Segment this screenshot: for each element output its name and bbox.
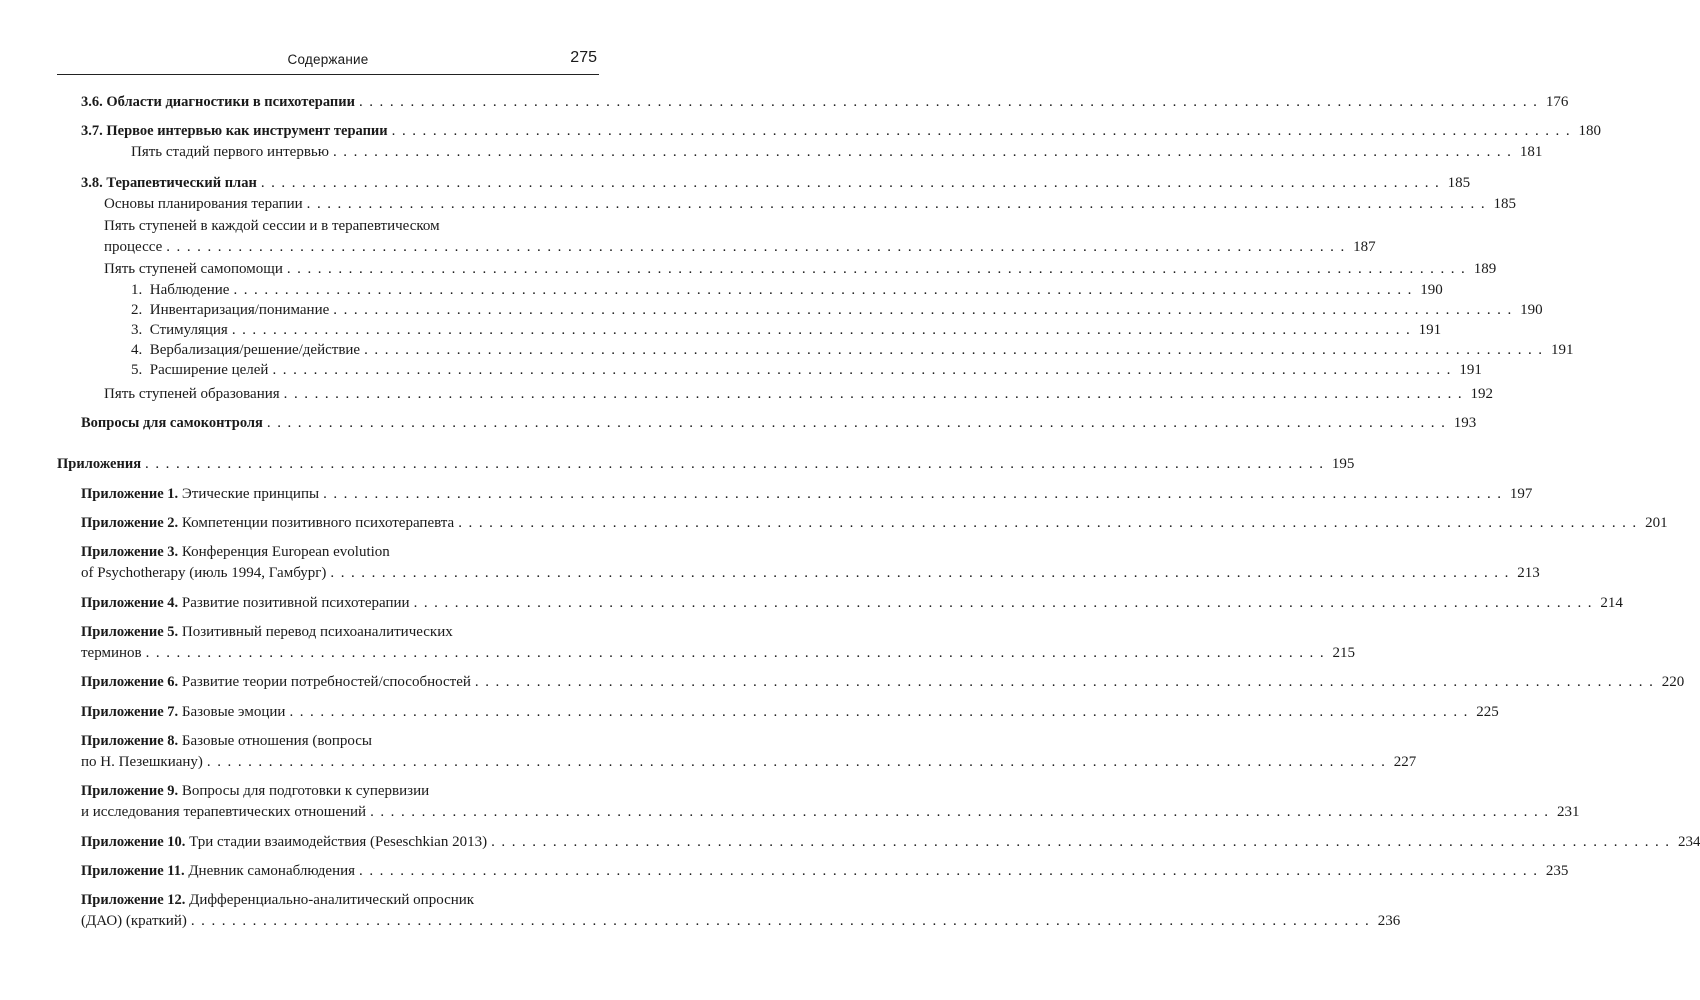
toc-entry-label xyxy=(131,320,228,340)
toc-entry-label xyxy=(81,513,454,533)
step-number: 3. xyxy=(131,322,143,338)
appendix-title-line1: Конференция European evolution xyxy=(181,544,390,560)
appendix-prefix: Приложение 7. xyxy=(81,704,179,720)
toc-entry-label xyxy=(81,702,285,722)
leader-dots xyxy=(166,237,1345,257)
running-header xyxy=(57,46,599,75)
toc-entry-step-5[interactable] xyxy=(131,360,1482,380)
toc-entry-label xyxy=(81,484,319,504)
toc-entry-label xyxy=(131,360,268,380)
toc-entry-page: 231 xyxy=(1556,804,1580,820)
toc-entry-label: 3.7. Первое интервью как инструмент терапии xyxy=(81,123,388,139)
toc-entry-label xyxy=(131,340,360,360)
step-number: 2. xyxy=(131,302,143,318)
appendix-title: Развитие теории потребностей/способностей xyxy=(181,674,471,690)
appendix-prefix: Приложение 2. xyxy=(81,515,179,531)
toc-entry-page: 191 xyxy=(1459,362,1482,378)
toc-entry-page: 185 xyxy=(1447,175,1471,191)
leader-dots xyxy=(333,142,1512,162)
appendix-title-line1: Дифференциально-аналитический опросник xyxy=(189,892,475,908)
step-number: 4. xyxy=(131,342,143,358)
toc-entry-page: 227 xyxy=(1393,754,1417,770)
leader-dots xyxy=(232,320,1411,340)
leader-dots xyxy=(284,384,1463,404)
toc-appendix-6[interactable] xyxy=(81,672,1685,692)
toc-entry-page: 185 xyxy=(1493,196,1517,212)
toc-entry-therapy-planning[interactable] xyxy=(104,194,1517,214)
toc-entry-label xyxy=(81,672,471,692)
toc-entry-self-check-questions[interactable] xyxy=(81,413,1477,433)
leader-dots xyxy=(191,911,1370,931)
toc-entry-label xyxy=(131,300,329,320)
appendix-title: Компетенции позитивного психотерапевта xyxy=(181,515,455,531)
appendix-title-line2: of Psychotherapy (июль 1994, Гамбург) xyxy=(81,565,327,581)
toc-entry-five-steps-session-line1: Пять ступеней в каждой сессии и в терапевтическом xyxy=(104,218,440,234)
appendix-prefix: Приложение 12. xyxy=(81,892,186,908)
leader-dots xyxy=(323,484,1502,504)
toc-entry-page: 213 xyxy=(1517,565,1540,581)
toc-entry-page: 195 xyxy=(1331,456,1355,472)
toc-entry-page: 214 xyxy=(1600,595,1623,611)
leader-dots xyxy=(414,593,1593,613)
toc-entry-page: 234 xyxy=(1677,834,1700,850)
appendix-prefix: Приложение 3. xyxy=(81,544,179,560)
toc-entry-appendices[interactable] xyxy=(57,454,1355,474)
leader-dots xyxy=(272,360,1451,380)
step-label: Расширение целей xyxy=(149,362,269,378)
toc-entry-page: 190 xyxy=(1520,302,1543,318)
toc-appendix-3[interactable] xyxy=(81,563,1540,583)
toc-appendix-3-line1 xyxy=(81,542,390,562)
leader-dots xyxy=(330,563,1509,583)
leader-dots xyxy=(289,702,1468,722)
appendix-title-line2: и исследования терапевтических отношений xyxy=(81,804,367,820)
appendix-prefix: Приложение 9. xyxy=(81,783,179,799)
appendix-title-line1: Позитивный перевод психоаналитических xyxy=(181,624,453,640)
toc-entry-label: Пять стадий первого интервью xyxy=(131,144,329,160)
toc-entry-step-3[interactable] xyxy=(131,320,1442,340)
header-page-number: 275 xyxy=(570,49,597,66)
toc-entry-page: 180 xyxy=(1578,123,1601,139)
toc-appendix-12-line1 xyxy=(81,890,474,910)
toc-entry-label: процессе xyxy=(104,239,163,255)
toc-appendix-7[interactable] xyxy=(81,702,1499,722)
appendix-title-line2: (ДАО) (краткий) xyxy=(81,913,187,929)
toc-entry-label: 3.6. Области диагностики в психотерапии xyxy=(81,94,355,110)
appendix-title-line1: Базовые отношения (вопросы xyxy=(181,733,372,749)
leader-dots xyxy=(307,194,1486,214)
appendix-title-line2: терминов xyxy=(81,645,142,661)
toc-entry-page: 220 xyxy=(1661,674,1685,690)
toc-appendix-5-line1 xyxy=(81,622,453,642)
leader-dots xyxy=(364,340,1543,360)
leader-dots xyxy=(392,121,1571,141)
toc-appendix-11[interactable] xyxy=(81,861,1569,881)
toc-appendix-2[interactable] xyxy=(81,513,1668,533)
appendix-title-line1: Вопросы для подготовки к супервизии xyxy=(181,783,430,799)
leader-dots xyxy=(359,861,1538,881)
toc-entry-page: 225 xyxy=(1476,704,1499,720)
toc-entry-five-steps-session[interactable] xyxy=(104,237,1376,257)
toc-entry-label: Приложения xyxy=(57,456,142,472)
toc-entry-page: 190 xyxy=(1420,282,1443,298)
leader-dots xyxy=(491,832,1670,852)
step-label: Наблюдение xyxy=(149,282,230,298)
appendix-prefix: Приложение 11. xyxy=(81,863,185,879)
toc-entry-label: Пять ступеней самопомощи xyxy=(104,261,283,277)
toc-entry-page: 201 xyxy=(1645,515,1668,531)
toc-entry-3-6[interactable] xyxy=(81,92,1569,112)
appendix-title: Три стадии взаимодействия (Peseschkian 2013) xyxy=(189,834,488,850)
toc-entry-page: 187 xyxy=(1353,239,1376,255)
leader-dots xyxy=(207,752,1386,772)
appendix-prefix: Приложение 10. xyxy=(81,834,186,850)
appendix-title: Дневник самонаблюдения xyxy=(188,863,356,879)
leader-dots xyxy=(475,672,1654,692)
toc-appendix-10[interactable] xyxy=(81,832,1700,852)
toc-entry-label xyxy=(81,832,487,852)
toc-entry-label: 3.8. Терапевтический план xyxy=(81,175,257,191)
toc-entry-education-steps[interactable] xyxy=(104,384,1494,404)
toc-appendix-1[interactable] xyxy=(81,484,1533,504)
toc-entry-page: 235 xyxy=(1545,863,1569,879)
appendix-prefix: Приложение 6. xyxy=(81,674,179,690)
toc-entry-page: 191 xyxy=(1550,342,1574,358)
appendix-title: Этические принципы xyxy=(181,486,320,502)
leader-dots xyxy=(287,259,1466,279)
toc-entry-3-7[interactable] xyxy=(81,121,1601,141)
toc-entry-page: 236 xyxy=(1377,913,1401,929)
toc-entry-label: Пять ступеней образования xyxy=(104,386,280,402)
leader-dots xyxy=(267,413,1446,433)
toc-appendix-8[interactable] xyxy=(81,752,1417,772)
toc-entry-step-1[interactable] xyxy=(131,280,1443,300)
toc-entry-page: 189 xyxy=(1473,261,1497,277)
toc-entry-page: 192 xyxy=(1470,386,1494,402)
leader-dots xyxy=(333,300,1512,320)
toc-appendix-9[interactable] xyxy=(81,802,1580,822)
toc-entry-step-4[interactable] xyxy=(131,340,1574,360)
toc-entry-step-2[interactable] xyxy=(131,300,1543,320)
appendix-prefix: Приложение 8. xyxy=(81,733,179,749)
leader-dots xyxy=(145,454,1324,474)
leader-dots xyxy=(233,280,1412,300)
toc-entry-page: 193 xyxy=(1453,415,1477,431)
toc-entry-self-help-steps[interactable] xyxy=(104,259,1497,279)
toc-appendix-5[interactable] xyxy=(81,643,1355,663)
toc-appendix-9-line1 xyxy=(81,781,429,801)
step-label: Стимуляция xyxy=(149,322,228,338)
toc-entry-label: Основы планирования терапии xyxy=(104,196,303,212)
toc-entry-label xyxy=(81,861,355,881)
appendix-prefix: Приложение 1. xyxy=(81,486,179,502)
toc-entry-page: 215 xyxy=(1332,645,1355,661)
toc-entry-3-8[interactable] xyxy=(81,173,1471,193)
step-number: 5. xyxy=(131,362,143,378)
step-label: Инвентаризация/понимание xyxy=(149,302,330,318)
header-title: Содержание xyxy=(287,52,369,67)
leader-dots xyxy=(458,513,1637,533)
step-number: 1. xyxy=(131,282,143,298)
leader-dots xyxy=(261,173,1440,193)
appendix-prefix: Приложение 4. xyxy=(81,595,179,611)
toc-entry-page: 176 xyxy=(1545,94,1569,110)
toc-appendix-8-line1 xyxy=(81,731,372,751)
toc-entry-page: 191 xyxy=(1418,322,1442,338)
leader-dots xyxy=(359,92,1538,112)
toc-entry-first-interview-stages[interactable] xyxy=(131,142,1543,162)
appendix-prefix: Приложение 5. xyxy=(81,624,179,640)
leader-dots xyxy=(370,802,1549,822)
appendix-title: Развитие позитивной психотерапии xyxy=(181,595,410,611)
toc-appendix-4[interactable] xyxy=(81,593,1623,613)
toc-entry-label xyxy=(131,280,229,300)
step-label: Вербализация/решение/действие xyxy=(149,342,361,358)
toc-entry-page: 197 xyxy=(1509,486,1533,502)
appendix-title: Базовые эмоции xyxy=(181,704,286,720)
toc-appendix-12[interactable] xyxy=(81,911,1401,931)
leader-dots xyxy=(146,643,1325,663)
appendix-title-line2: по Н. Пезешкиану) xyxy=(81,754,203,770)
toc-entry-page: 181 xyxy=(1519,144,1543,160)
toc-entry-label xyxy=(81,593,410,613)
toc-entry-label: Вопросы для самоконтроля xyxy=(81,415,263,431)
